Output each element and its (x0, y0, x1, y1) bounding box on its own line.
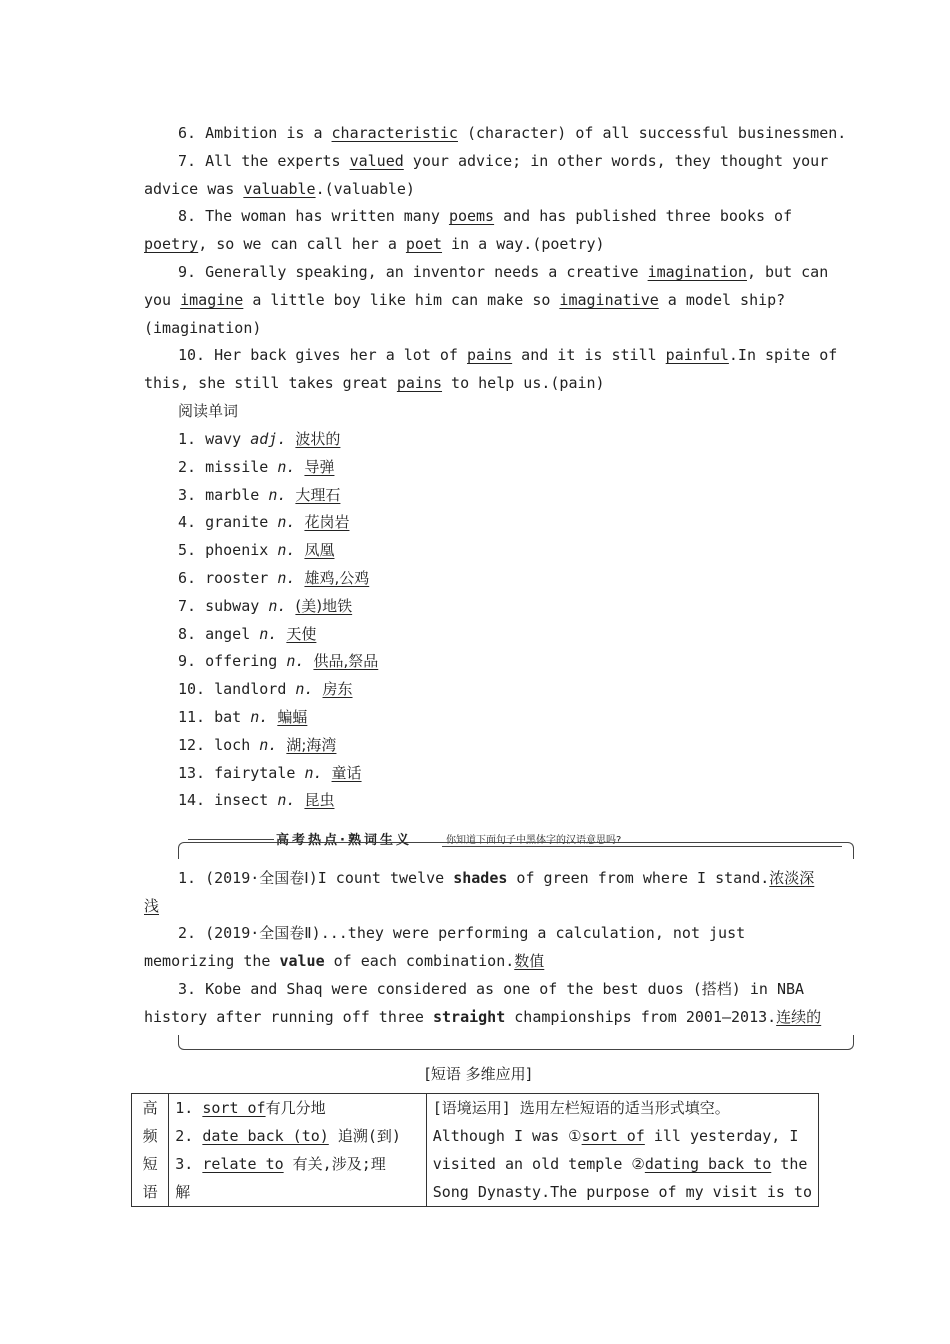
answer-blank: poems (448, 207, 495, 225)
banner-subtitle: 你知道下面句子中黑体字的汉语意思吗? (446, 835, 622, 846)
answer-blank: 连续的 (776, 1008, 822, 1026)
phrase-item: 1. sort of有几分地 (175, 1099, 326, 1117)
familiar-sentence-1-line2 (144, 896, 159, 916)
context-line: Although I was ①sort of ill yesterday, I (432, 1127, 799, 1145)
reading-word-item (178, 679, 353, 699)
word-term: 6. rooster (178, 569, 278, 587)
word-meaning: 花岗岩 (304, 513, 350, 532)
word-term: 5. phoenix (178, 541, 278, 560)
reading-word-item (178, 624, 316, 644)
part-of-speech: n. (277, 457, 296, 476)
phrase-item: 3. relate to 有关,涉及;理 (175, 1155, 386, 1173)
reading-word-item (178, 485, 340, 505)
phrase-answer: date back (to) (202, 1127, 329, 1145)
label-char: 高 (142, 1099, 158, 1117)
review-item-8-line1: 8. The woman has written many poems and has published three books of (178, 207, 793, 225)
word-meaning: 雄鸡,公鸡 (304, 569, 370, 587)
section-bracket-top (178, 842, 854, 859)
answer-blank: sort of (581, 1127, 645, 1145)
word-term: 2. missile (178, 457, 278, 476)
context-line: visited an old temple ②dating back to the (432, 1155, 808, 1173)
answer-blank: 数值 (514, 952, 545, 970)
bold-word: straight (432, 1008, 506, 1026)
word-meaning: 湖;海湾 (286, 735, 337, 754)
phrases-table (131, 1093, 819, 1207)
phrase-answer: sort of (202, 1099, 266, 1117)
context-line: Song Dynasty.The purpose of my visit is to (432, 1183, 812, 1201)
section-bracket-bottom (178, 1035, 854, 1050)
word-meaning: 供品,祭品 (313, 652, 379, 671)
word-term: 14. insect (178, 791, 278, 810)
bold-word: shades (453, 869, 508, 887)
word-meaning: 波状的 (295, 430, 341, 448)
answer-blank: imagination (647, 263, 747, 281)
answer-blank: valued (349, 152, 404, 170)
part-of-speech: n. (277, 569, 296, 587)
bold-word: value (279, 952, 325, 970)
label-char: 语 (142, 1183, 158, 1201)
review-item-7-line2: advice was valuable.(valuable) (144, 180, 415, 198)
part-of-speech: n. (286, 652, 305, 671)
reading-word-item (178, 790, 334, 810)
word-term: 8. angel (178, 624, 260, 643)
part-of-speech: adj. (250, 430, 287, 448)
phrase-answer: relate to (202, 1155, 284, 1173)
word-meaning: 导弹 (304, 457, 335, 476)
familiar-sentence-2-line2: memorizing the value of each combination.数值 (144, 952, 545, 970)
word-term: 12. loch (178, 735, 260, 754)
reading-word-item (178, 596, 352, 616)
word-meaning: 天使 (286, 624, 317, 643)
answer-blank: characteristic (331, 124, 458, 142)
word-meaning: 蝙蝠 (277, 708, 308, 726)
answer-blank: imagine (180, 291, 244, 309)
part-of-speech: n. (277, 541, 296, 560)
reading-word-item (178, 457, 334, 477)
answer-blank: painful (665, 346, 729, 364)
word-meaning: 房东 (322, 680, 353, 699)
word-term: 13. fairytale (178, 763, 305, 782)
reading-word-item (178, 540, 334, 560)
reading-word-item (178, 429, 340, 449)
banner-rule (188, 839, 274, 840)
reading-words-heading: 阅读单词 (178, 402, 239, 420)
review-item-6: 6. Ambition is a characteristic (character) of all successful businessmen. (178, 124, 847, 142)
word-meaning: 童话 (331, 763, 362, 782)
word-term: 11. bat (178, 708, 251, 726)
phrase-item-continued: 解 (175, 1183, 191, 1201)
answer-blank: pains (466, 346, 513, 364)
review-item-8-line2: poetry, so we can call her a poet in a way.(poetry) (144, 235, 605, 253)
review-item-9-line1: 9. Generally speaking, an inventor needs a creative imagination, but can (178, 263, 829, 281)
answer-blank: 浅 (144, 897, 160, 915)
word-term: 4. granite (178, 513, 278, 532)
part-of-speech: n. (268, 485, 287, 504)
word-term: 3. marble (178, 485, 269, 504)
review-item-10-line2: this, she still takes great pains to help us.(pain) (144, 374, 605, 392)
review-item-7-line1: 7. All the experts valued your advice; in other words, they thought your (178, 152, 829, 170)
label-char: 频 (142, 1127, 158, 1145)
word-term: 9. offering (178, 652, 287, 671)
reading-word-item (178, 735, 336, 755)
part-of-speech: n. (259, 735, 278, 754)
part-of-speech: n. (277, 791, 296, 810)
answer-blank: poetry (144, 235, 199, 253)
reading-word-item (178, 763, 362, 783)
answer-blank: imaginative (559, 291, 659, 309)
review-item-10-line1: 10. Her back gives her a lot of pains and it is still painful.In spite of (178, 346, 838, 364)
reading-word-item (178, 651, 378, 671)
answer-blank: 浓淡深 (769, 869, 815, 887)
phrases-label-cell (132, 1094, 169, 1207)
part-of-speech: n. (259, 624, 278, 643)
familiar-sentence-3-line1: 3. Kobe and Shaq were considered as one of the best duos (搭档) in NBA (178, 980, 805, 998)
part-of-speech: n. (277, 513, 296, 532)
answer-blank: dating back to (644, 1155, 772, 1173)
familiar-sentence-1-line1: 1. (2019·全国卷Ⅰ)I count twelve shades of green from where I stand.浓淡深 (178, 869, 815, 887)
phrases-context-cell (426, 1094, 818, 1207)
answer-blank: valuable (243, 180, 316, 198)
phrases-list-cell (169, 1094, 426, 1207)
phrase-item: 2. date back (to) 追溯(到) (175, 1127, 401, 1145)
review-item-9-line2: you imagine a little boy like him can make so imaginative a model ship? (144, 291, 786, 309)
familiar-sentence-2-line1: 2. (2019·全国卷Ⅱ)...they were performing a calculation, not just (178, 924, 746, 942)
word-meaning: 大理石 (295, 485, 341, 504)
part-of-speech: n. (304, 763, 323, 782)
word-meaning: 凤凰 (304, 541, 335, 560)
word-term: 1. wavy (178, 430, 251, 448)
word-term: 10. landlord (178, 680, 296, 699)
part-of-speech: n. (268, 596, 287, 615)
reading-word-item (178, 512, 349, 532)
label-char: 短 (142, 1155, 158, 1173)
familiar-sentence-3-line2: history after running off three straight championships from 2001—2013.连续的 (144, 1008, 822, 1026)
answer-blank: poet (405, 235, 443, 253)
part-of-speech: n. (250, 708, 269, 726)
word-meaning: 昆虫 (304, 791, 335, 810)
word-meaning: (美)地铁 (295, 596, 353, 615)
reading-word-item (178, 568, 369, 588)
phrases-heading: [短语 多维应用] (425, 1065, 532, 1083)
review-item-9-line3: (imagination) (144, 319, 262, 337)
answer-blank: pains (396, 374, 443, 392)
context-instruction: [语境运用] 选用左栏短语的适当形式填空。 (432, 1099, 730, 1117)
word-term: 7. subway (178, 596, 269, 615)
part-of-speech: n. (295, 680, 314, 699)
banner-title: 高考热点·熟词生义 (276, 833, 412, 848)
reading-word-item (178, 707, 307, 727)
